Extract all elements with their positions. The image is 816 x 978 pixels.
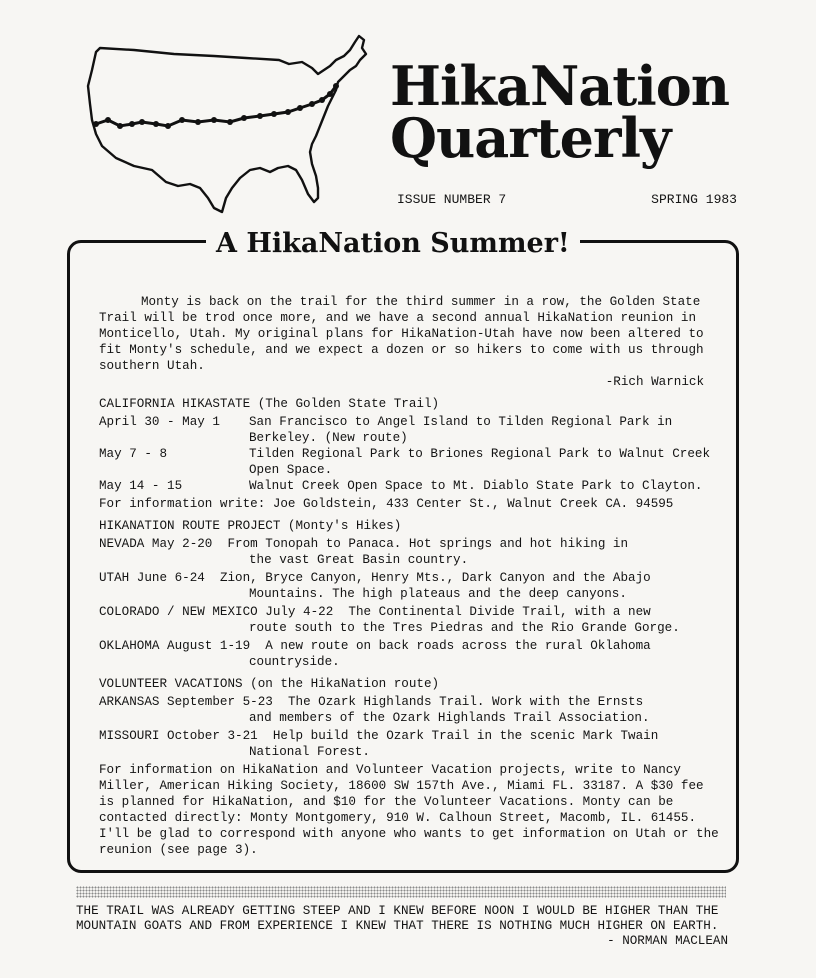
article-body <box>99 294 724 860</box>
entry-lead: OKLAHOMA August 1-19 <box>99 639 251 653</box>
dotted-divider <box>76 886 726 898</box>
entry-first: A new route on back roads across the rural Oklahoma <box>265 639 651 653</box>
quote-author: - NORMAN MACLEAN <box>607 934 728 948</box>
route-entry <box>99 638 724 670</box>
entry-lead: MISSOURI October 3-21 <box>99 729 258 743</box>
intro-paragraph: Monty is back on the trail for the third summer in a row, the Golden State Trail will be trod once more, and we have a second annual HikaNation reunion in Monticello, Utah. My original plans for HikaNation-Utah have now been altered to fit Monty's schedule, and we expect a dozen or so hikers to come with us through southern Utah. <box>99 295 704 373</box>
schedule-date: May 14 - 15 <box>99 479 183 493</box>
route-entry <box>99 570 724 602</box>
entry-rest: countryside. <box>249 655 340 669</box>
volunteer-heading: VOLUNTEER VACATIONS (on the HikaNation route) <box>99 677 440 691</box>
entry-rest: and members of the Ozark Highlands Trail Association. <box>249 711 650 725</box>
issue-number: ISSUE NUMBER 7 <box>397 192 507 207</box>
masthead <box>390 54 730 170</box>
entry-lead: ARKANSAS September 5-23 <box>99 695 273 709</box>
closing-quote <box>76 904 728 949</box>
route-entry <box>99 536 724 568</box>
us-route-map <box>74 32 374 222</box>
entry-first: From Tonopah to Panaca. Hot springs and hot hiking in <box>227 537 629 551</box>
california-heading: CALIFORNIA HIKASTATE (The Golden State Trail) <box>99 397 440 411</box>
california-info: For information write: Joe Goldstein, 433 Center St., Walnut Creek CA. 94595 <box>99 497 674 511</box>
schedule-row <box>99 478 724 494</box>
schedule-desc: Tilden Regional Park to Briones Regional Park to Walnut Creek Open Space. <box>249 447 711 477</box>
issue-season: SPRING 1983 <box>651 192 737 207</box>
masthead-title-line1: HikaNation <box>390 54 730 118</box>
entry-lead: COLORADO / NEW MEXICO July 4-22 <box>99 605 334 619</box>
entry-rest: Mountains. The high plateaus and the deep canyons. <box>249 587 627 601</box>
article-headline: A HikaNation Summer! <box>206 226 580 262</box>
route-stops <box>93 83 339 129</box>
schedule-desc: Walnut Creek Open Space to Mt. Diablo State Park to Clayton. <box>249 479 703 493</box>
masthead-title-line2: Quarterly <box>390 106 671 170</box>
schedule-desc: San Francisco to Angel Island to Tilden Regional Park in Berkeley. (New route) <box>249 415 673 445</box>
entry-first: Zion, Bryce Canyon, Henry Mts., Dark Canyon and the Abajo <box>219 571 651 585</box>
entry-first: The Continental Divide Trail, with a new <box>348 605 651 619</box>
issue-line <box>397 192 737 207</box>
route-heading: HIKANATION ROUTE PROJECT (Monty's Hikes) <box>99 519 402 533</box>
volunteer-entry <box>99 694 724 726</box>
entry-rest: route south to the Tres Piedras and the Rio Grande Gorge. <box>249 621 680 635</box>
schedule-row <box>99 446 724 478</box>
quote-text: THE TRAIL WAS ALREADY GETTING STEEP AND I KNEW BEFORE NOON I WOULD BE HIGHER THAN THE MOUNTAIN GOATS AND FROM EXPERIENCE I KNEW THAT THERE IS NOTHING MUCH HIGHER ON EARTH. <box>76 904 719 933</box>
author-signature: -Rich Warnick <box>605 375 704 389</box>
route-entry <box>99 604 724 636</box>
entry-rest: the vast Great Basin country. <box>249 553 469 567</box>
schedule-date: April 30 - May 1 <box>99 415 220 429</box>
schedule-date: May 7 - 8 <box>99 447 168 461</box>
volunteer-entry <box>99 728 724 760</box>
entry-first: Help build the Ozark Trail in the scenic Mark Twain <box>272 729 659 743</box>
entry-lead: UTAH June 6-24 <box>99 571 205 585</box>
entry-rest: National Forest. <box>249 745 370 759</box>
schedule-row <box>99 414 724 446</box>
entry-lead: NEVADA May 2-20 <box>99 537 213 551</box>
volunteer-info: For information on HikaNation and Volunteer Vacation projects, write to Nancy Miller, American Hiking Society, 18600 SW 157th Ave., Miami FL. 33187. A $30 fee is planned for HikaNation, and $10 for the Volunteer Vacations. Monty can be contacted directly: Monty Montgomery, 910 W. Calhoun Street, Macomb, IL. 61455. I'll be glad to correspond with anyone who wants to get information on Utah or the reunion (see page 3). <box>99 763 719 857</box>
entry-first: The Ozark Highlands Trail. Work with the Ernsts <box>287 695 644 709</box>
